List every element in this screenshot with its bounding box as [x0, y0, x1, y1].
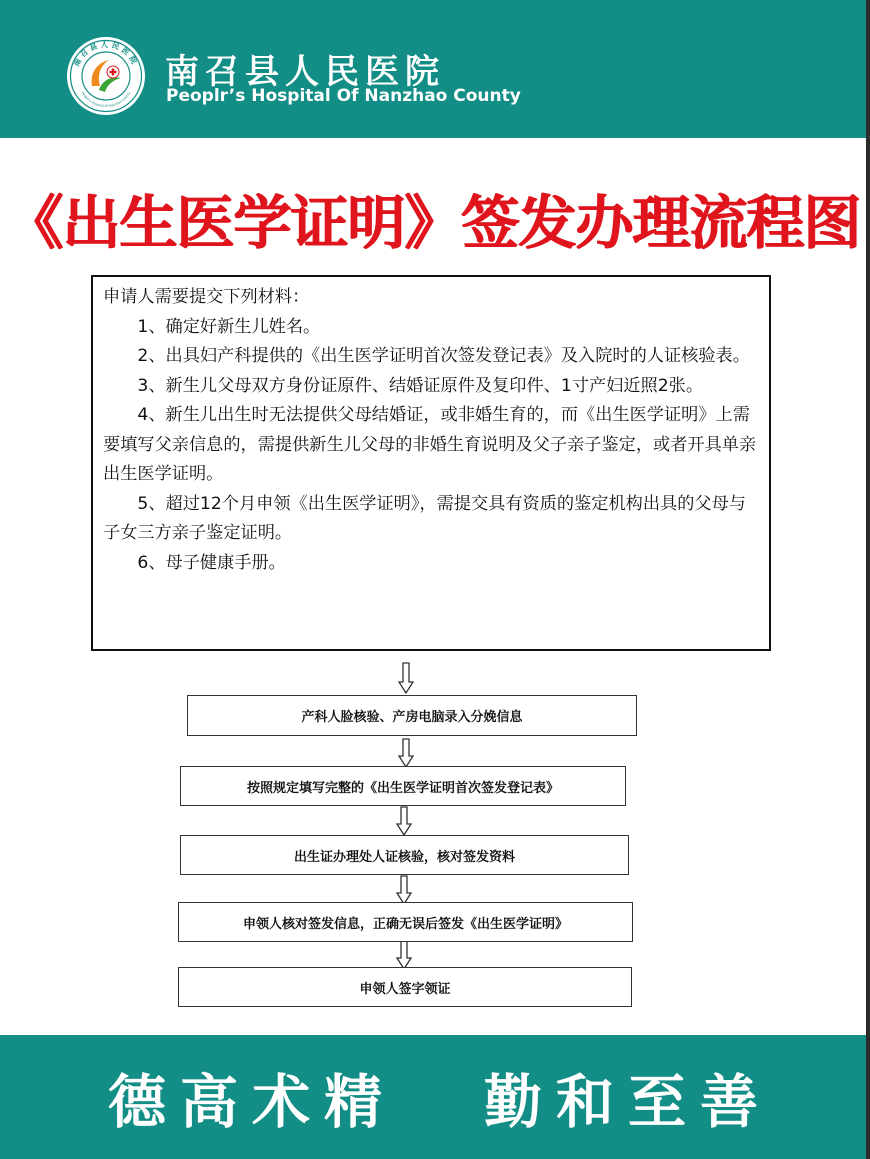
materials-item-1: 1、确定好新生儿姓名。 [137, 316, 321, 337]
materials-item-2: 2、出具妇产科提供的《出生医学证明首次签发登记表》及入院时的人证核验表。 [137, 346, 750, 366]
materials-item-6: 6、母子健康手册。 [137, 552, 286, 573]
hospital-name-cn: 南召县人民医院 [165, 52, 445, 92]
flow-step-3: 出生证办理处人证核验，核对签发资料 [180, 835, 629, 875]
materials-intro: 申请人需要提交下列材料： [103, 287, 310, 307]
flow-arrow-down-icon [397, 738, 415, 768]
page-title: 《出生医学证明》签发办理流程图 [5, 189, 861, 257]
materials-item-3: 3、新生儿父母双方身份证原件、结婚证原件及复印件、1寸产妇近照2张。 [137, 375, 704, 396]
materials-box [91, 275, 771, 651]
flow-arrow-down-icon [395, 875, 413, 905]
flow-arrow-down-icon [395, 940, 413, 970]
hospital-name-en: Peoplr’s Hospital Of Nanzhao County [166, 86, 521, 106]
flow-step-2: 按照规定填写完整的《出生医学证明首次签发登记表》 [180, 766, 626, 806]
motto-left: 德高术精 [108, 1068, 397, 1136]
page-edge [866, 0, 870, 1159]
materials-item-5: 5、超过12个月申领《出生医学证明》，需提交具有资质的鉴定机构出具的父母与子女三方亲子鉴定证明。 [103, 493, 746, 543]
flow-arrow-down-icon [395, 806, 413, 836]
logo-ring-text-en: People's Hospital Of Nanzhao County [80, 91, 132, 109]
flow-arrow-down-icon [397, 662, 415, 694]
flow-step-4: 申领人核对签发信息，正确无误后签发《出生医学证明》 [178, 902, 633, 942]
flow-step-1: 产科人脸核验、产房电脑录入分娩信息 [187, 695, 637, 736]
logo-ring-text: 南召县人民医院 [71, 40, 141, 68]
materials-item-4: 4、新生儿出生时无法提供父母结婚证，或非婚生育的，而《出生医学证明》上需要填写父亲信息的，需提供新生儿父母的非婚生育说明及父子亲子鉴定，或者开具单亲出生医学证明。 [103, 405, 757, 484]
hospital-logo-icon [66, 36, 146, 116]
motto-right: 勤和至善 [484, 1068, 773, 1136]
flow-step-5: 申领人签字领证 [178, 967, 632, 1007]
